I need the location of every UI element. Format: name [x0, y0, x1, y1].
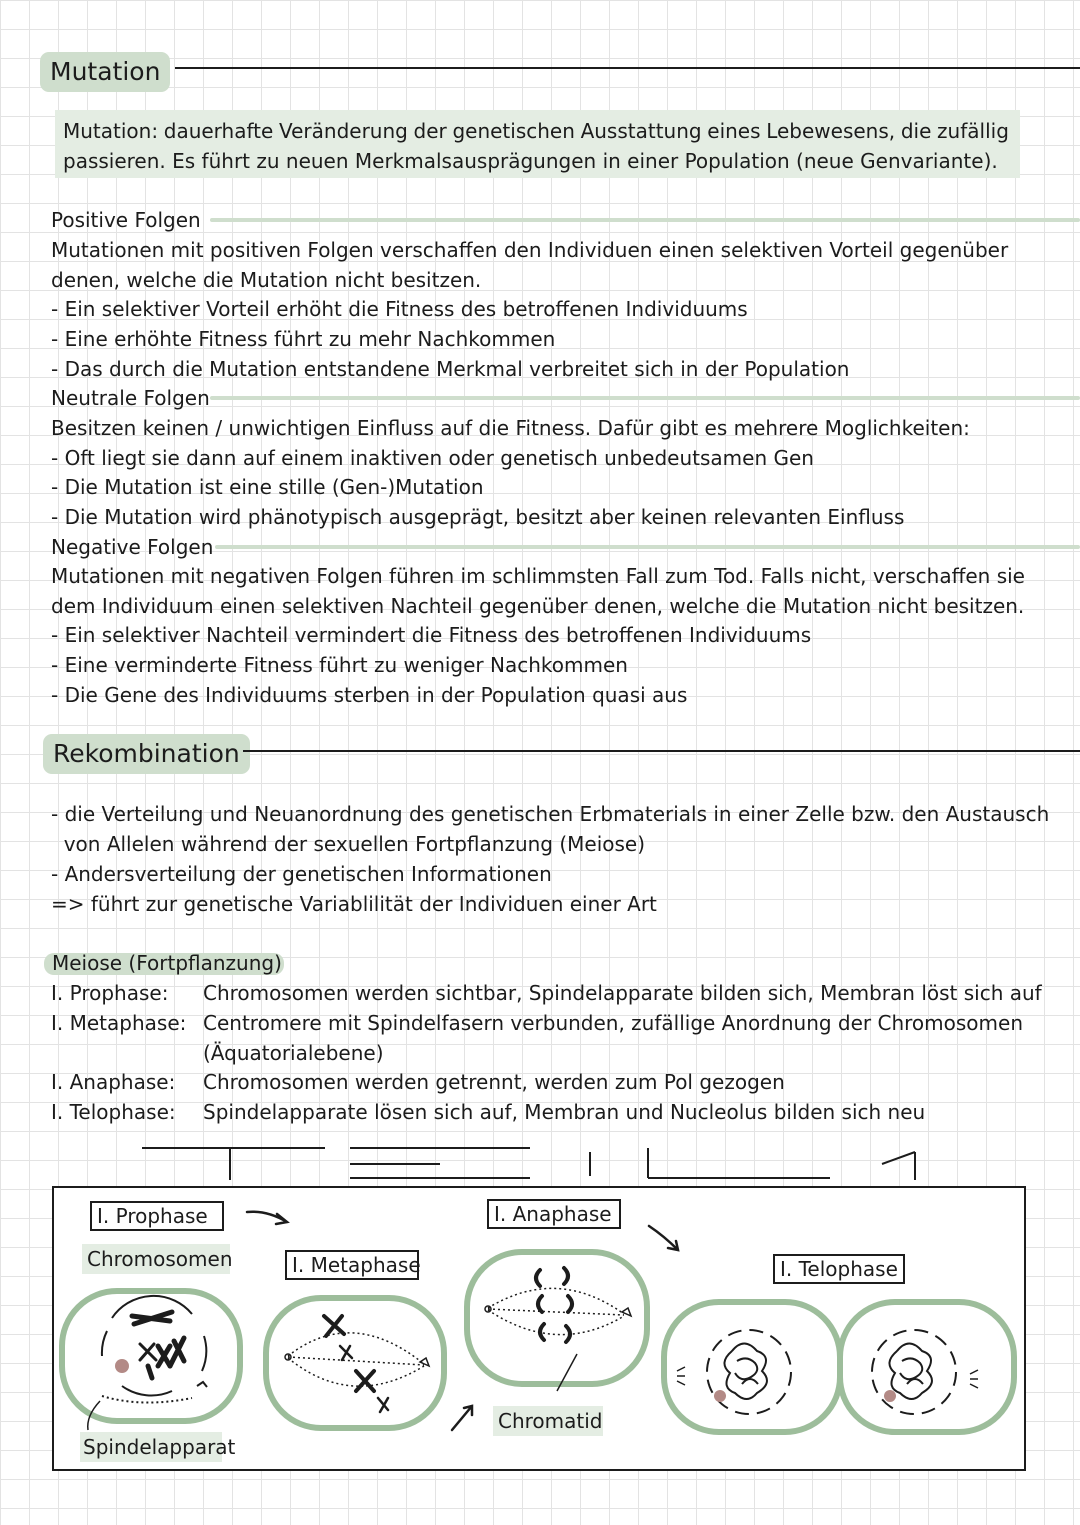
definition-line-1: Mutation: dauerhafte Veränderung der genetischen Ausstattung eines Lebewesens, die zufällig: [63, 119, 1009, 143]
rekombination-line: von Allelen während der sexuellen Fortpflanzung (Meiose): [51, 832, 646, 856]
heading-rule: [243, 750, 1080, 752]
negative-line: - Die Gene des Individuums sterben in der Population quasi aus: [51, 683, 688, 707]
telophase-nucleolus: [714, 1390, 726, 1402]
neutral-line: - Oft liegt sie dann auf einem inaktiven oder genetisch unbedeutsamen Gen: [51, 446, 814, 470]
rekombination-line: - Andersverteilung der genetischen Informationen: [51, 862, 552, 886]
phase-text: Chromosomen werden getrennt, werden zum Pol gezogen: [203, 1070, 785, 1094]
chromatid-label: Chromatid: [498, 1409, 603, 1433]
telophase-nucleolus: [884, 1390, 896, 1402]
negative-rule: [215, 545, 1080, 549]
definition-line-2: passieren. Es führt zu neuen Merkmalsausprägungen in einer Population (neue Genvariante).: [63, 149, 998, 173]
anaphase-label: I. Anaphase: [487, 1199, 621, 1229]
neutral-title: Neutrale Folgen: [51, 386, 210, 410]
positive-line: - Das durch die Mutation entstandene Merkmal verbreitet sich in der Population: [51, 357, 850, 381]
spindelapparat-label: Spindelapparat: [83, 1435, 236, 1459]
negative-line: - Eine verminderte Fitness führt zu weniger Nachkommen: [51, 653, 628, 677]
neutral-line: Besitzen keinen / unwichtigen Einfluss auf die Fitness. Dafür gibt es mehrere Moglichkeiten:: [51, 416, 970, 440]
prophase-label: I. Prophase: [90, 1201, 224, 1231]
chromosomen-label: Chromosomen: [87, 1247, 233, 1271]
decorative-strokes: [130, 1140, 930, 1185]
positive-title: Positive Folgen: [51, 208, 201, 232]
phase-name: I. Metaphase:: [51, 1011, 187, 1035]
mutation-heading: Mutation: [40, 52, 170, 92]
positive-line: - Eine erhöhte Fitness führt zu mehr Nachkommen: [51, 327, 556, 351]
rekombination-line: - die Verteilung und Neuanordnung des genetischen Erbmaterials in einer Zelle bzw. den Austausch: [51, 802, 1050, 826]
metaphase-label: I. Metaphase: [285, 1250, 419, 1280]
rekombination-line: => führt zur genetische Variablilität der Individuen einer Art: [51, 892, 657, 916]
rekombination-heading: Rekombination: [43, 734, 250, 774]
negative-line: - Ein selektiver Nachteil vermindert die Fitness des betroffenen Individuums: [51, 623, 812, 647]
neutral-line: - Die Mutation wird phänotypisch ausgeprägt, besitzt aber keinen relevanten Einfluss: [51, 505, 905, 529]
neutral-rule: [210, 396, 1080, 400]
positive-rule: [210, 218, 1080, 222]
positive-line: denen, welche die Mutation nicht besitzen.: [51, 268, 482, 292]
meiose-title: Meiose (Fortpflanzung): [52, 951, 282, 975]
neutral-line: - Die Mutation ist eine stille (Gen-)Mutation: [51, 475, 484, 499]
negative-title: Negative Folgen: [51, 535, 214, 559]
phase-name: I. Telophase:: [51, 1100, 176, 1124]
prophase-nucleolus: [115, 1359, 129, 1373]
phase-name: I. Anaphase:: [51, 1070, 176, 1094]
telophase-label: I. Telophase: [773, 1254, 905, 1284]
positive-line: Mutationen mit positiven Folgen verschaffen den Individuen einen selektiven Vorteil gegenüber: [51, 238, 1009, 262]
negative-line: dem Individuum einen selektiven Nachteil gegenüber denen, welche die Mutation nicht besitzen.: [51, 594, 1025, 618]
phase-text: Centromere mit Spindelfasern verbunden, zufällige Anordnung der Chromosomen: [203, 1011, 1023, 1035]
phase-text: Chromosomen werden sichtbar, Spindelapparate bilden sich, Membran löst sich auf: [203, 981, 1042, 1005]
phase-text: Spindelapparate lösen sich auf, Membran und Nucleolus bilden sich neu: [203, 1100, 926, 1124]
phase-text: (Äquatorialebene): [203, 1041, 384, 1065]
negative-line: Mutationen mit negativen Folgen führen im schlimmsten Fall zum Tod. Falls nicht, verschaffen sie: [51, 564, 1025, 588]
heading-rule: [175, 67, 1080, 69]
phase-name: I. Prophase:: [51, 981, 169, 1005]
positive-line: - Ein selektiver Vorteil erhöht die Fitness des betroffenen Individuums: [51, 297, 748, 321]
